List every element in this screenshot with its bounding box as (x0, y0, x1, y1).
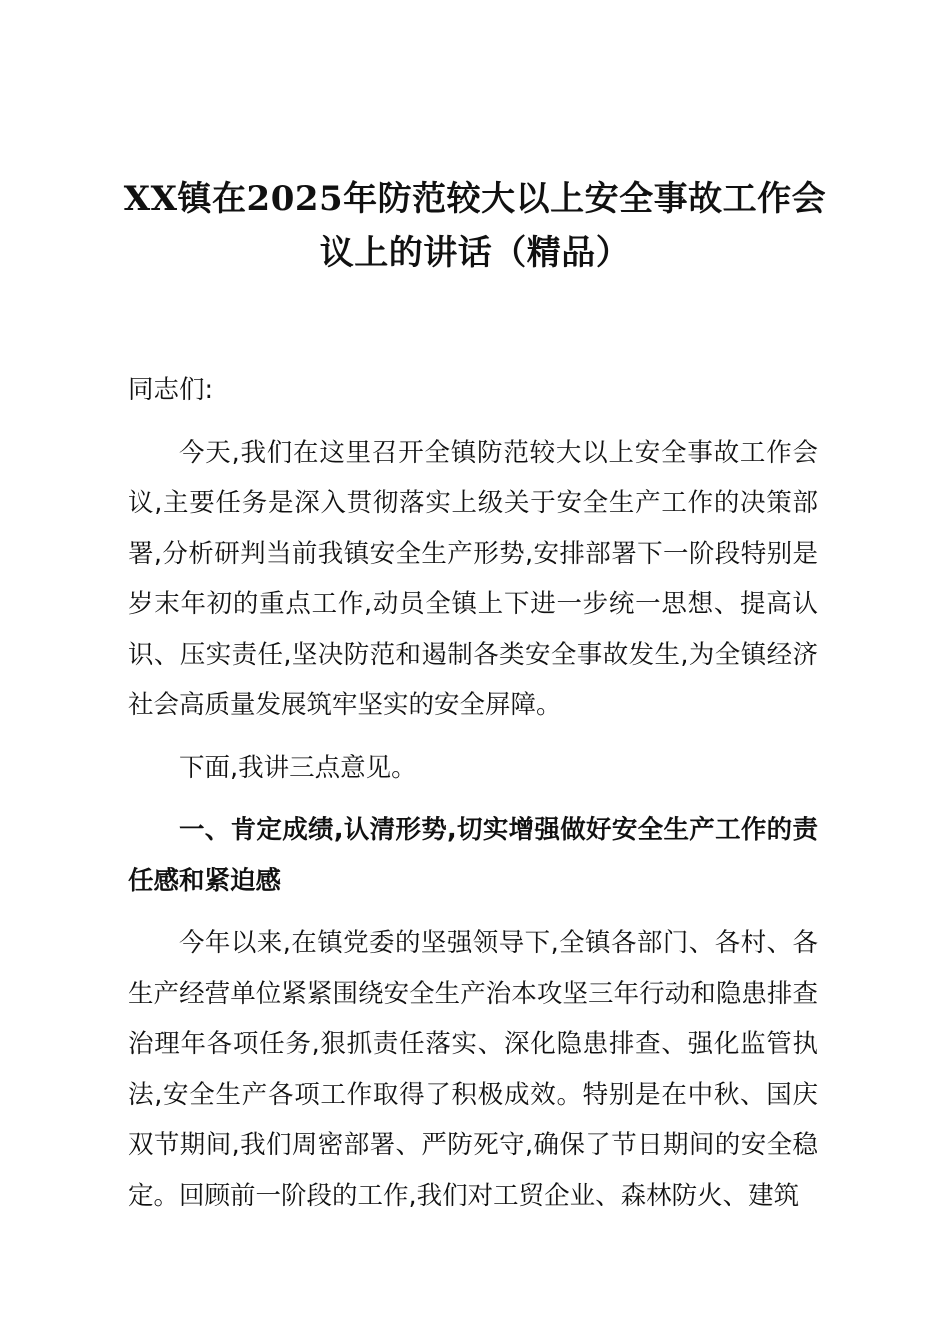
salutation: 同志们: (128, 375, 214, 405)
section-paragraph: 今年以来,在镇党委的坚强领导下,全镇各部门、各村、各生产经营单位紧紧围绕安全生产治本攻坚三年行动和隐患排查治理年各项任务,狠抓责任落实、深化隐患排查、强化监管执法,安全生产各项工作取得了积极成效。特别是在中秋、国庆双节期间,我们周密部署、严防死守,确保了节日期间的安全稳定。回顾前一阶段的工作,我们对工贸企业、森林防火、建筑 (128, 928, 818, 1211)
paragraph-opening: 今天,我们在这里召开全镇防范较大以上安全事故工作会议,主要任务是深入贯彻落实上级关于安全生产工作的决策部署,分析研判当前我镇安全生产形势,安排部署下一阶段特别是岁末年初的重点工作,动员全镇上下进一步统一思想、提高认识、压实责任,坚决防范和遏制各类安全事故发生,为全镇经济社会高质量发展筑牢坚实的安全屏障。 (128, 437, 818, 720)
document-title: XX镇在2025年防范较大以上安全事故工作会议上的讲话（精品） (123, 179, 827, 273)
paragraph-outline: 下面,我讲三点意见。 (179, 752, 417, 783)
document-body (128, 365, 818, 1233)
section-heading: 一、肯定成绩,认清形势,切实增强做好安全生产工作的责任感和紧迫感 (128, 815, 818, 896)
